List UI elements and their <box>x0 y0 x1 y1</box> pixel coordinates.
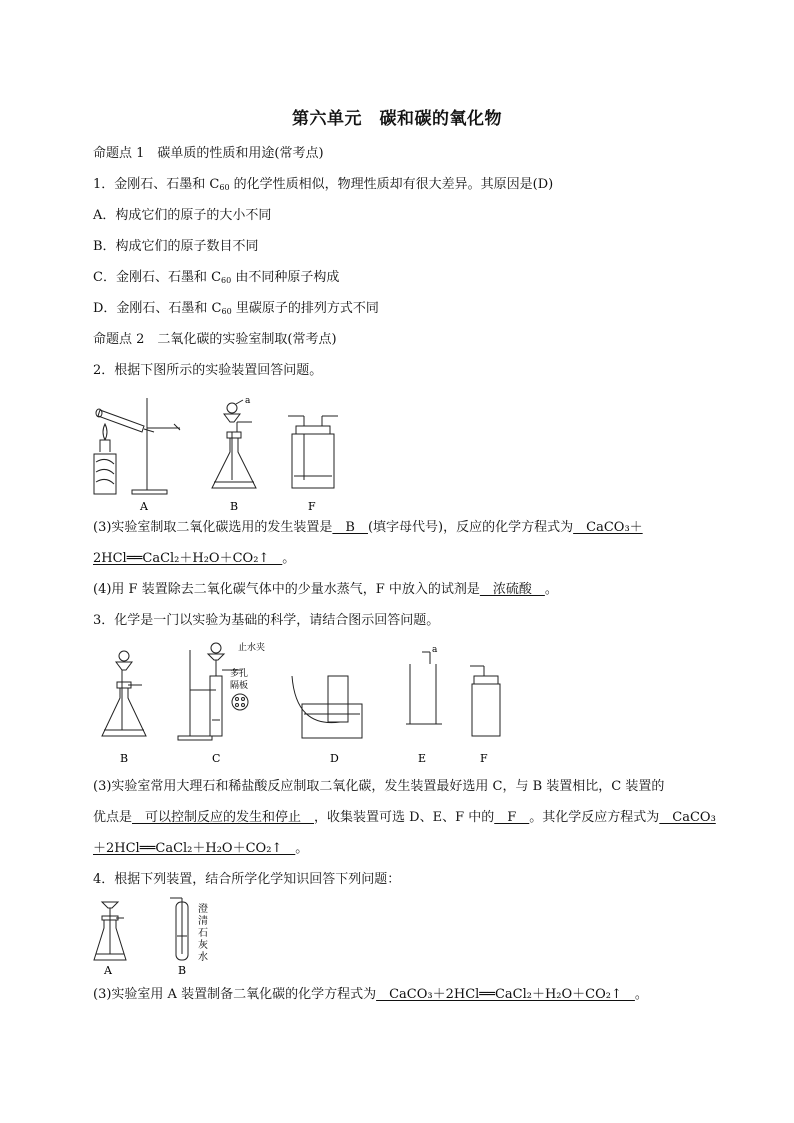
q4-apparatus-svg <box>92 896 222 976</box>
q4-label-a: A <box>104 964 112 976</box>
q4-note-char-3: 石 <box>198 928 208 939</box>
q3-answer-equation-2: ＋2HCl══CaCl₂＋H₂O＋CO₂↑ <box>93 841 296 856</box>
question-4-apparatus-figure <box>92 896 222 976</box>
question-3-apparatus-figure <box>92 640 512 768</box>
q4-answer-equation: CaCO₃＋2HCl══CaCl₂＋H₂O＋CO₂↑ <box>376 987 635 1002</box>
q2-label-b: B <box>230 500 239 513</box>
q3-answer-equation-1: CaCO₃ <box>659 810 716 825</box>
q3-note-clamp: 止水夹 <box>238 643 266 653</box>
question-2-part-4: (4)用 F 装置除去二氧化碳气体中的少量水蒸气，F 中放入的试剂是 浓硫酸 。 <box>93 582 558 597</box>
question-2-part-3-cont: 2HCl══CaCl₂＋H₂O＋CO₂↑ 。 <box>93 551 296 566</box>
q3-label-d: D <box>330 752 339 765</box>
question-2-apparatus-figure <box>92 392 352 514</box>
question-1-option-c: C．金刚石、石墨和 $C_{60}$ 由不同种原子构成 <box>93 270 340 285</box>
question-4-stem: 4．根据下列装置，结合所学化学知识回答下列问题： <box>93 872 401 887</box>
q2-label-f: F <box>308 500 316 513</box>
q4-note-char-4: 灰 <box>198 940 208 951</box>
q2-label-a: A <box>140 500 148 513</box>
q3-apparatus-svg <box>92 640 512 768</box>
question-2-part-3: (3)实验室制取二氧化碳选用的发生装置是 B (填字母代号)，反应的化学方程式为 CaCO₃＋ <box>93 520 643 535</box>
q4-note-char-5: 水 <box>198 952 208 963</box>
q2-answer-equation-1: CaCO₃＋ <box>573 520 643 535</box>
q3-answer-collector: F <box>494 810 530 825</box>
q2-answer-device: B <box>332 520 368 535</box>
question-3-part-3-eq: ＋2HCl══CaCl₂＋H₂O＋CO₂↑ 。 <box>93 841 309 856</box>
q3-answer-advantage: 可以控制反应的发生和停止 <box>132 810 315 825</box>
question-2-stem: 2．根据下图所示的实验装置回答问题。 <box>93 363 323 378</box>
question-3-part-3: (3)实验室常用大理石和稀盐酸反应制取二氧化碳，发生装置最好选用 C，与 B 装置相比，C 装置的 <box>93 779 665 794</box>
q2-tag-a: a <box>245 396 251 406</box>
q2-answer-equation-2: 2HCl══CaCl₂＋H₂O＋CO₂↑ <box>93 551 283 566</box>
page-title: 第六单元 碳和碳的氧化物 <box>292 109 502 129</box>
question-1-option-a: A．构成它们的原子的大小不同 <box>93 208 272 223</box>
question-1-stem: 1．金刚石、石墨和 $C_{60}$ 的化学性质相似，物理性质却有很大差异。其原因是(D) <box>93 177 554 192</box>
q3-label-b: B <box>120 752 129 765</box>
q3-note-porous: 多孔 <box>230 669 249 679</box>
q4-label-b: B <box>178 964 187 976</box>
question-3-part-3-cont: 优点是 可以控制反应的发生和停止 ，收集装置可选 D、E、F 中的 F 。其化学反应方程式为 CaCO₃ <box>93 810 716 825</box>
section-heading-2: 命题点 2 二氧化碳的实验室制取(常考点) <box>93 332 337 347</box>
q2-apparatus-svg <box>92 392 352 514</box>
question-1-option-d: D．金刚石、石墨和 $C_{60}$ 里碳原子的排列方式不同 <box>93 301 379 316</box>
q3-label-e: E <box>418 752 427 765</box>
q3-label-c: C <box>212 752 221 765</box>
q4-note-char-1: 澄 <box>198 904 208 915</box>
question-3-stem: 3．化学是一门以实验为基础的科学，请结合图示回答问题。 <box>93 613 440 628</box>
q3-note-plate: 隔板 <box>230 681 249 691</box>
question-1-option-b: B．构成它们的原子数目不同 <box>93 239 259 254</box>
q4-note-char-2: 清 <box>198 916 208 927</box>
q3-label-f: F <box>480 752 488 765</box>
question-4-part-3: (3)实验室用 A 装置制备二氧化碳的化学方程式为 CaCO₃＋2HCl══CaCl₂＋H₂O＋CO₂↑ 。 <box>93 987 648 1002</box>
q3-tag-a: a <box>432 645 438 655</box>
q2-answer-reagent: 浓硫酸 <box>479 582 545 597</box>
section-heading-1: 命题点 1 碳单质的性质和用途(常考点) <box>93 146 324 161</box>
